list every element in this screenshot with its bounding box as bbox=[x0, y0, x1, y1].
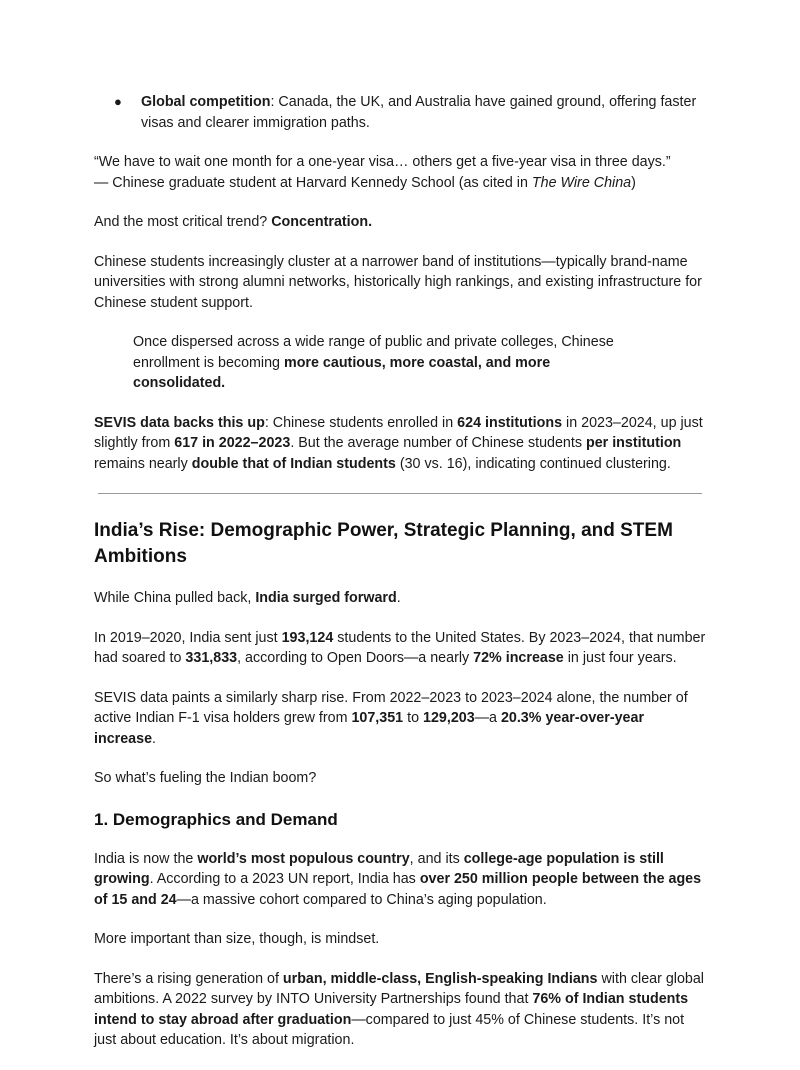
india-intro-text: While China pulled back, bbox=[94, 590, 256, 606]
sevis-india-paragraph bbox=[94, 688, 706, 750]
si-text-2: to bbox=[403, 710, 424, 726]
open-doors-paragraph bbox=[94, 628, 706, 669]
sevis-china-paragraph bbox=[94, 413, 706, 475]
india-intro-bold: India surged forward bbox=[255, 590, 397, 606]
dem-text-2: , and its bbox=[409, 850, 464, 867]
gen-bold-2: 76% of Indian students intend to stay abroad after graduation bbox=[94, 991, 689, 1028]
sevis-text-5: (30 vs. 16), indicating continued clustering. bbox=[395, 455, 671, 472]
indented-text: Once dispersed across a wide range of public and private colleges, Chinese enrollment is becoming bbox=[133, 334, 614, 371]
quote-text: “We have to wait one month for a one-year visa… others get a five-year visa in three days.” bbox=[94, 154, 671, 170]
si-bold-1: 107,351 bbox=[351, 710, 404, 726]
indented-bold: more cautious, more coastal, and more consolidated. bbox=[133, 354, 551, 391]
dem-text-1: India is now the bbox=[94, 850, 198, 867]
trend-paragraph bbox=[94, 212, 706, 233]
quote-paragraph bbox=[94, 152, 706, 193]
sevis-text-3: . But the average number of Chinese students bbox=[290, 435, 586, 451]
indented-paragraph bbox=[94, 332, 633, 394]
od-bold-3: 72% increase bbox=[473, 650, 564, 666]
od-text-4: in just four years. bbox=[563, 650, 677, 666]
trend-bold: Concentration. bbox=[271, 214, 373, 230]
sevis-bold-2: 624 institutions bbox=[457, 414, 563, 431]
bullet-term: Global competition bbox=[141, 94, 271, 110]
bullet-icon: ● bbox=[114, 94, 122, 109]
india-intro-end: . bbox=[396, 590, 401, 606]
horizontal-divider bbox=[98, 493, 702, 494]
sevis-bold-3: 617 in 2022–2023 bbox=[174, 435, 291, 451]
cluster-paragraph: Chinese students increasingly cluster at a narrower band of institutions—typically brand-name universities with strong alumni networks, historically high rankings, and existing infrastructure for Chinese student support. bbox=[94, 253, 702, 311]
trend-text: And the most critical trend? bbox=[94, 214, 272, 230]
sevis-text-2: in 2023–2024, up just slightly from bbox=[94, 414, 703, 451]
dem-bold-3: over 250 million people between the ages of 15 and 24 bbox=[94, 871, 702, 908]
quote-source: The Wire China bbox=[531, 174, 632, 191]
quote-attribution-end: ) bbox=[631, 174, 636, 191]
gen-text-2: with clear global ambitions. A 2022 survey by INTO University Partnerships found that bbox=[94, 970, 704, 1007]
dem-text-4: —a massive cohort compared to China’s aging population. bbox=[176, 891, 547, 908]
si-text-3: —a bbox=[474, 710, 501, 726]
demographics-paragraph bbox=[94, 849, 706, 911]
list-item-global-competition bbox=[94, 92, 706, 133]
gen-text-1: There’s a rising generation of bbox=[94, 970, 283, 987]
od-bold-1: 193,124 bbox=[281, 629, 334, 646]
india-intro-paragraph bbox=[94, 588, 706, 609]
si-bold-2: 129,203 bbox=[423, 710, 475, 726]
dem-text-3: . According to a 2023 UN report, India has bbox=[149, 871, 420, 887]
dem-bold-1: world’s most populous country bbox=[197, 850, 410, 867]
boom-question-paragraph: So what’s fueling the Indian boom? bbox=[94, 770, 317, 786]
sevis-bold-4: per institution bbox=[585, 435, 682, 451]
mindset-paragraph: More important than size, though, is mindset. bbox=[94, 931, 380, 947]
subsection-heading: 1. Demographics and Demand bbox=[94, 809, 338, 829]
od-text-1: In 2019–2020, India sent just bbox=[94, 629, 282, 646]
od-text-3: , according to Open Doors—a nearly bbox=[237, 650, 474, 666]
si-bold-3: 20.3% year-over-year increase bbox=[94, 710, 645, 747]
gen-text-3: —compared to just 45% of Chinese students. It’s not just about education. It’s about migration. bbox=[94, 1011, 685, 1048]
sevis-bold-5: double that of Indian students bbox=[191, 455, 396, 472]
document-body bbox=[94, 92, 706, 1070]
si-text-4: . bbox=[152, 730, 157, 747]
od-text-2: students to the United States. By 2023–2024, that number had soared to bbox=[94, 629, 706, 666]
generation-paragraph bbox=[94, 969, 706, 1051]
si-text-1: SEVIS data paints a similarly sharp rise. From 2022–2023 to 2023–2024 alone, the number of active Indian F-1 visa holders grew from bbox=[94, 689, 688, 726]
gen-bold-1: urban, middle-class, English-speaking Indians bbox=[282, 970, 598, 987]
sevis-text-1: : Chinese students enrolled in bbox=[264, 414, 458, 431]
bullet-text: : Canada, the UK, and Australia have gained ground, offering faster visas and clearer immigration paths. bbox=[141, 94, 697, 131]
quote-attribution: — Chinese graduate student at Harvard Kennedy School (as cited in bbox=[94, 174, 532, 191]
sevis-bold-1: SEVIS data backs this up bbox=[94, 414, 265, 431]
section-heading: India’s Rise: Demographic Power, Strategic Planning, and STEM Ambitions bbox=[94, 520, 673, 567]
sevis-text-4: remains nearly bbox=[94, 455, 192, 472]
dem-bold-2: college-age population is still growing bbox=[94, 850, 664, 887]
od-bold-2: 331,833 bbox=[185, 650, 238, 666]
